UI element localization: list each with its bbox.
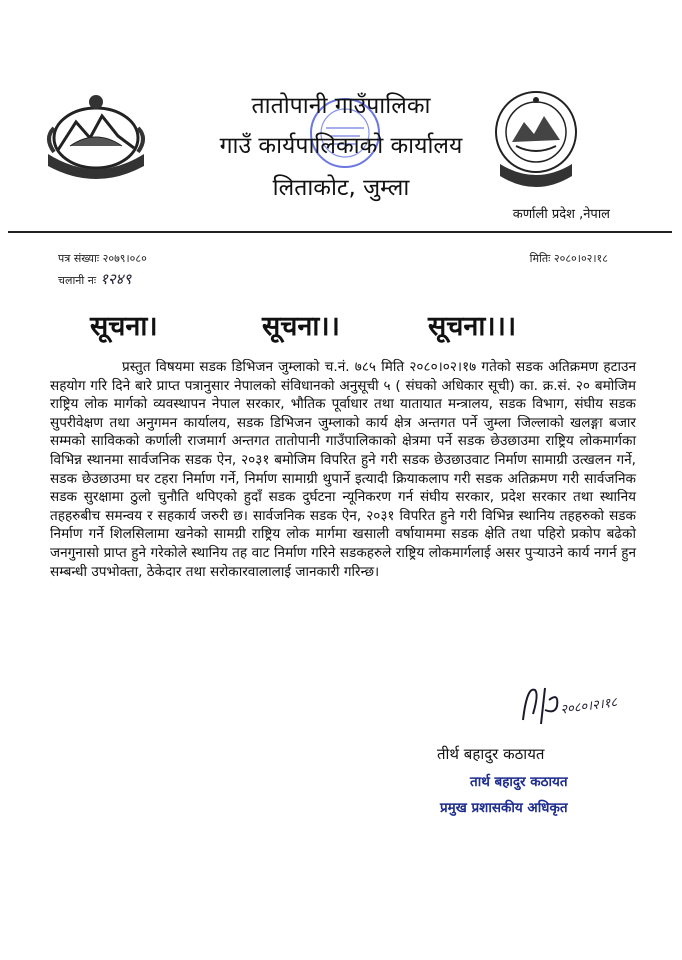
office-name: तातोपानी गाउँपालिका <box>251 93 431 119</box>
dispatch-number: १२४९ <box>100 270 132 288</box>
notice-heading-2: सूचना।। <box>262 311 340 342</box>
signer-stamp-name: तार्थ बहादुर कठायत <box>470 774 568 790</box>
dispatch-number-line <box>58 269 131 289</box>
signer-title: प्रमुख प्रशासकीय अधिकृत <box>440 800 568 816</box>
signer-name: तीर्थ बहादुर कठायत <box>437 745 545 763</box>
signature-date: २०८०।२।१८ <box>559 695 619 718</box>
header-divider <box>8 231 672 233</box>
notice-body <box>50 358 636 581</box>
letter-date: मितिः २०८०।०२।१८ <box>529 252 608 265</box>
office-address: लिताकोट, जुम्ला <box>272 175 410 201</box>
letter-number: पत्र संख्याः २०७९।०८० <box>58 252 147 265</box>
province-label: कर्णाली प्रदेश ,नेपाल <box>512 207 610 222</box>
office-subtitle: गाउँ कार्यपालिकाको कार्यालय <box>219 133 463 159</box>
body-paragraph: प्रस्तुत विषयमा सडक डिभिजन जुम्लाको च.नं. ७८५ मिति २०८०।०२।१७ गतेको सडक अतिक्रमण हटाउन सहयोग गरि दिने बारे प्राप्त पत्रानुसार नेपालको संविधानको अनुसूची ५ ( संघको अधिकार सूची) का. क्र.सं. २० बमोजिम राष्ट्रिय लोक मार्गको व्यवस्थापन नेपाल सरकार, भौतिक पूर्वाधार तथा यातायात मन्त्रालय, सडक विभाग, संघीय सडक सुपरीवेक्षण तथा अनुगमन कार्यालय, सडक डिभिजन जुम्लाको कार्य क्षेत्र अन्तगत पर्ने जुम्ला जिल्लाको खलङ्गा बजार सम्मको साविकको कर्णाली राजमार्ग अन्तगत तातोपानी गाउँपालिकाको क्षेत्रमा पर्ने सडक छेउछाउमा राष्ट्रिय लोकमार्गका विभिन्न स्थानमा सार्वजनिक सडक ऐन, २०३१ बमोजिम विपरित हुने गरी सडक छेउछाउवाट निर्माण सामाग्री उत्खलन गर्ने, सडक छेउछाउमा घर टहरा निर्माण गर्ने, निर्माण सामाग्री थुपार्ने इत्यादी क्रियाकलाप गरी सडक अतिक्रमण गरी सार्वजनिक सडक सुरक्षामा ठुलो चुनौति थपिएको हुदाँ सडक दुर्घटना न्यूनिकरण गर्न संघीय सरकार, प्रदेश सरकार तथा स्थानिय तहहरुबीच समन्वय र सहकार्य जरुरी छ। सार्वजनिक सडक ऐन, २०३१ विपरित हुने गरी विभिन्न स्थानिय तहहरुको सडक निर्माण गर्ने शिलसिलामा खनेको सामग्री राष्ट्रिय लोक मार्गमा खसाली वर्षायाममा सडक क्षेति तथा पहिरो प्रकोप बढेको जनगुनासो प्राप्त हुने गरेकोले स्थानिय तह वाट निर्माण गरिने सडकहरुले राष्ट्रिय लोकमार्गलाई असर पुऱ्याउने कार्य नगर्न हुन सम्बन्धी उपभोक्ता, ठेकेदार तथा सरोकारवालालाई जानकारी गरिन्छ। <box>50 359 636 580</box>
dispatch-label: चलानी नः <box>58 274 97 287</box>
notice-heading-1: सूचना। <box>90 311 158 342</box>
notice-heading-3: सूचना।।। <box>428 311 517 342</box>
